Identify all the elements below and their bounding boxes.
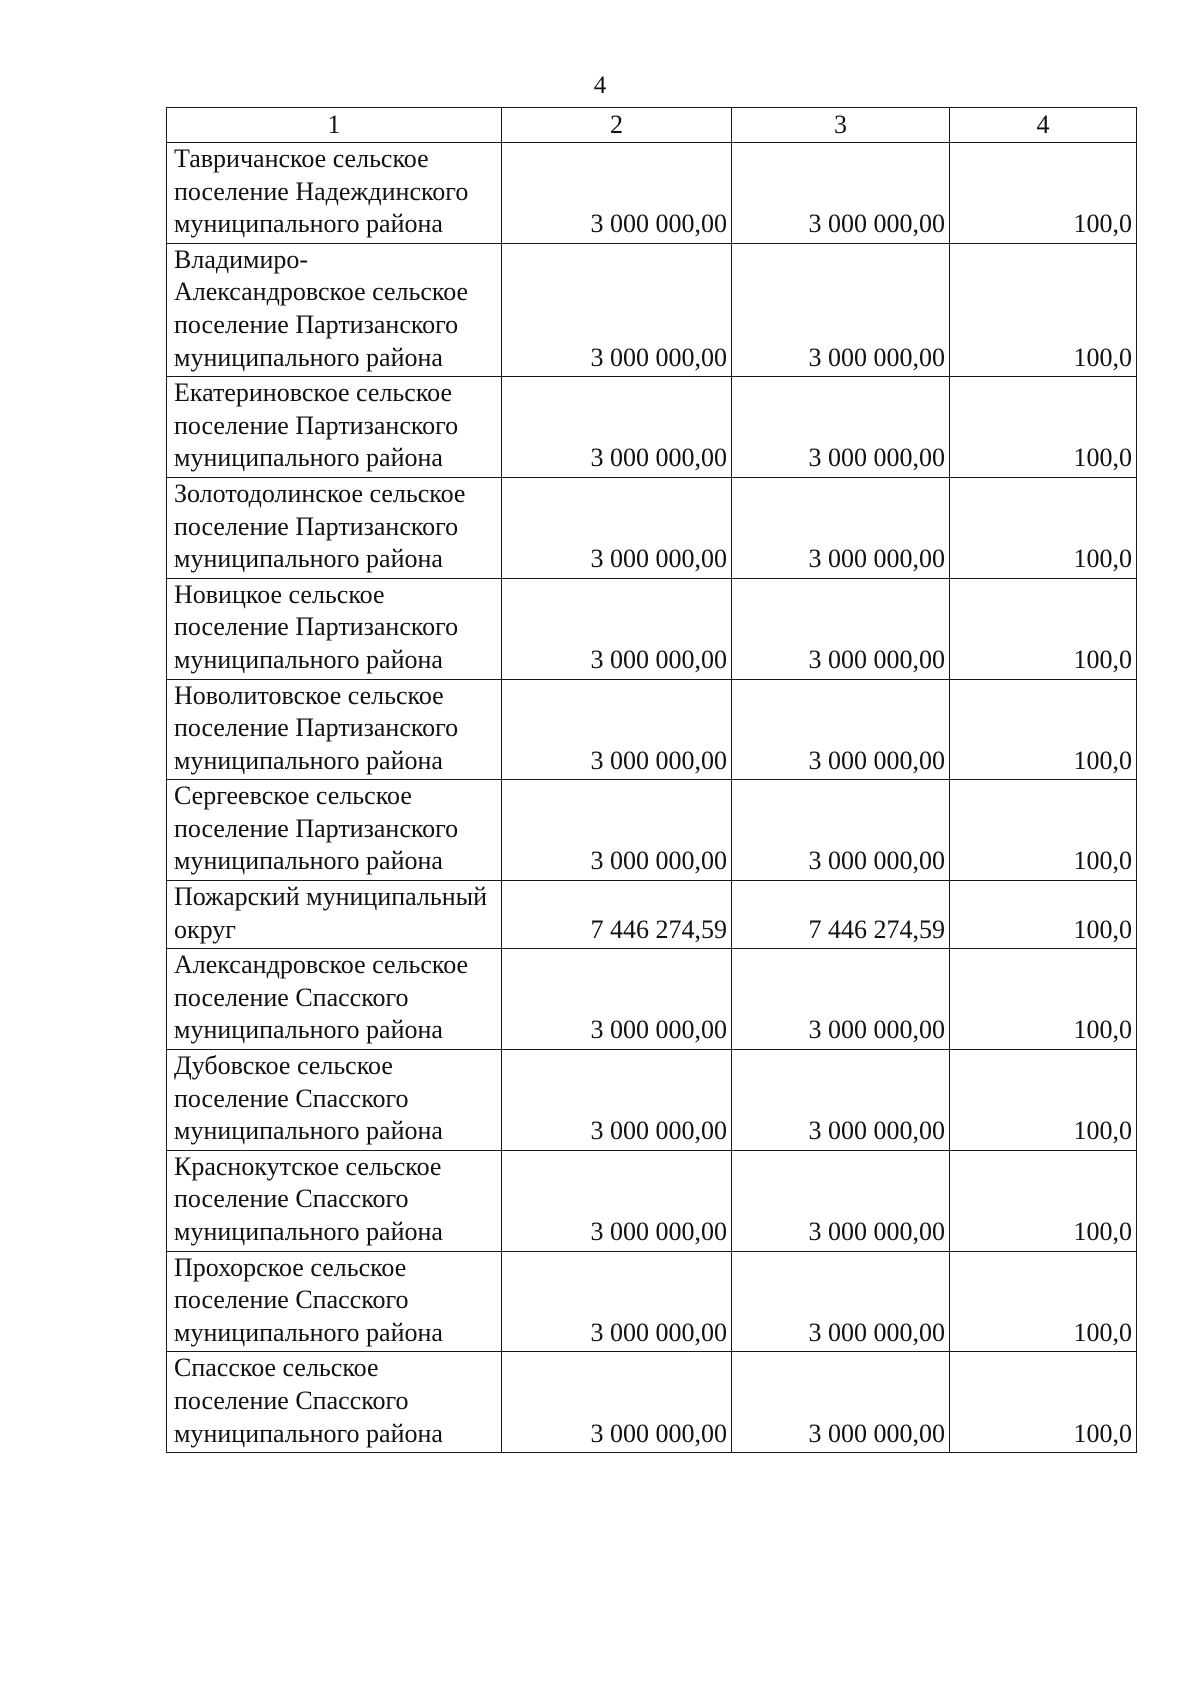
settlement-name: Александровское сельское поселение Спасского муниципального района — [167, 949, 502, 1050]
amount-col-3: 3 000 000,00 — [732, 377, 950, 478]
percent-col-4: 100,0 — [950, 780, 1137, 881]
percent-col-4: 100,0 — [950, 881, 1137, 949]
percent-col-4: 100,0 — [950, 477, 1137, 578]
table-row — [167, 578, 1137, 679]
amount-col-3: 3 000 000,00 — [732, 780, 950, 881]
settlement-name: Владимиро-Александровское сельское поселение Партизанского муниципального района — [167, 243, 502, 376]
amount-col-2: 3 000 000,00 — [502, 1251, 732, 1352]
settlement-name: Прохорское сельское поселение Спасского муниципального района — [167, 1251, 502, 1352]
percent-col-4: 100,0 — [950, 1050, 1137, 1151]
settlement-name: Золотодолинское сельское поселение Партизанского муниципального района — [167, 477, 502, 578]
settlement-name: Сергеевское сельское поселение Партизанского муниципального района — [167, 780, 502, 881]
amount-col-3: 3 000 000,00 — [732, 477, 950, 578]
amount-col-2: 3 000 000,00 — [502, 377, 732, 478]
amount-col-3: 3 000 000,00 — [732, 679, 950, 780]
amount-col-2: 3 000 000,00 — [502, 1050, 732, 1151]
column-header-4: 4 — [950, 108, 1137, 143]
amount-col-3: 3 000 000,00 — [732, 949, 950, 1050]
data-table — [166, 107, 1137, 1453]
settlement-name: Дубовское сельское поселение Спасского муниципального района — [167, 1050, 502, 1151]
amount-col-2: 3 000 000,00 — [502, 780, 732, 881]
table-row — [167, 377, 1137, 478]
column-header-1: 1 — [167, 108, 502, 143]
amount-col-2: 7 446 274,59 — [502, 881, 732, 949]
page-number: 4 — [593, 72, 607, 99]
table-header-row — [167, 108, 1137, 143]
amount-col-2: 3 000 000,00 — [502, 143, 732, 244]
settlement-name: Новицкое сельское поселение Партизанского муниципального района — [167, 578, 502, 679]
settlement-name: Пожарский муниципальный округ — [167, 881, 502, 949]
percent-col-4: 100,0 — [950, 377, 1137, 478]
table-row — [167, 1352, 1137, 1453]
table-row — [167, 881, 1137, 949]
percent-col-4: 100,0 — [950, 949, 1137, 1050]
table-body — [167, 143, 1137, 1453]
amount-col-3: 3 000 000,00 — [732, 1150, 950, 1251]
table-row — [167, 143, 1137, 244]
amount-col-2: 3 000 000,00 — [502, 949, 732, 1050]
amount-col-2: 3 000 000,00 — [502, 1352, 732, 1453]
column-header-2: 2 — [502, 108, 732, 143]
amount-col-2: 3 000 000,00 — [502, 1150, 732, 1251]
table-row — [167, 1050, 1137, 1151]
table-row — [167, 949, 1137, 1050]
amount-col-3: 3 000 000,00 — [732, 243, 950, 376]
amount-col-3: 3 000 000,00 — [732, 578, 950, 679]
settlement-name: Спасское сельское поселение Спасского муниципального района — [167, 1352, 502, 1453]
table-row — [167, 679, 1137, 780]
amount-col-2: 3 000 000,00 — [502, 243, 732, 376]
percent-col-4: 100,0 — [950, 1251, 1137, 1352]
amount-col-3: 3 000 000,00 — [732, 143, 950, 244]
amount-col-2: 3 000 000,00 — [502, 477, 732, 578]
amount-col-3: 3 000 000,00 — [732, 1352, 950, 1453]
amount-col-3: 3 000 000,00 — [732, 1050, 950, 1151]
percent-col-4: 100,0 — [950, 1352, 1137, 1453]
settlement-name: Краснокутское сельское поселение Спасского муниципального района — [167, 1150, 502, 1251]
table-row — [167, 477, 1137, 578]
column-header-3: 3 — [732, 108, 950, 143]
table-row — [167, 780, 1137, 881]
percent-col-4: 100,0 — [950, 1150, 1137, 1251]
amount-col-3: 3 000 000,00 — [732, 1251, 950, 1352]
amount-col-2: 3 000 000,00 — [502, 578, 732, 679]
settlement-name: Екатериновское сельское поселение Партизанского муниципального района — [167, 377, 502, 478]
settlement-name: Тавричанское сельское поселение Надеждинского муниципального района — [167, 143, 502, 244]
settlement-name: Новолитовское сельское поселение Партизанского муниципального района — [167, 679, 502, 780]
amount-col-3: 7 446 274,59 — [732, 881, 950, 949]
percent-col-4: 100,0 — [950, 143, 1137, 244]
percent-col-4: 100,0 — [950, 679, 1137, 780]
percent-col-4: 100,0 — [950, 578, 1137, 679]
table-row — [167, 1251, 1137, 1352]
amount-col-2: 3 000 000,00 — [502, 679, 732, 780]
percent-col-4: 100,0 — [950, 243, 1137, 376]
table-row — [167, 1150, 1137, 1251]
table-row — [167, 243, 1137, 376]
